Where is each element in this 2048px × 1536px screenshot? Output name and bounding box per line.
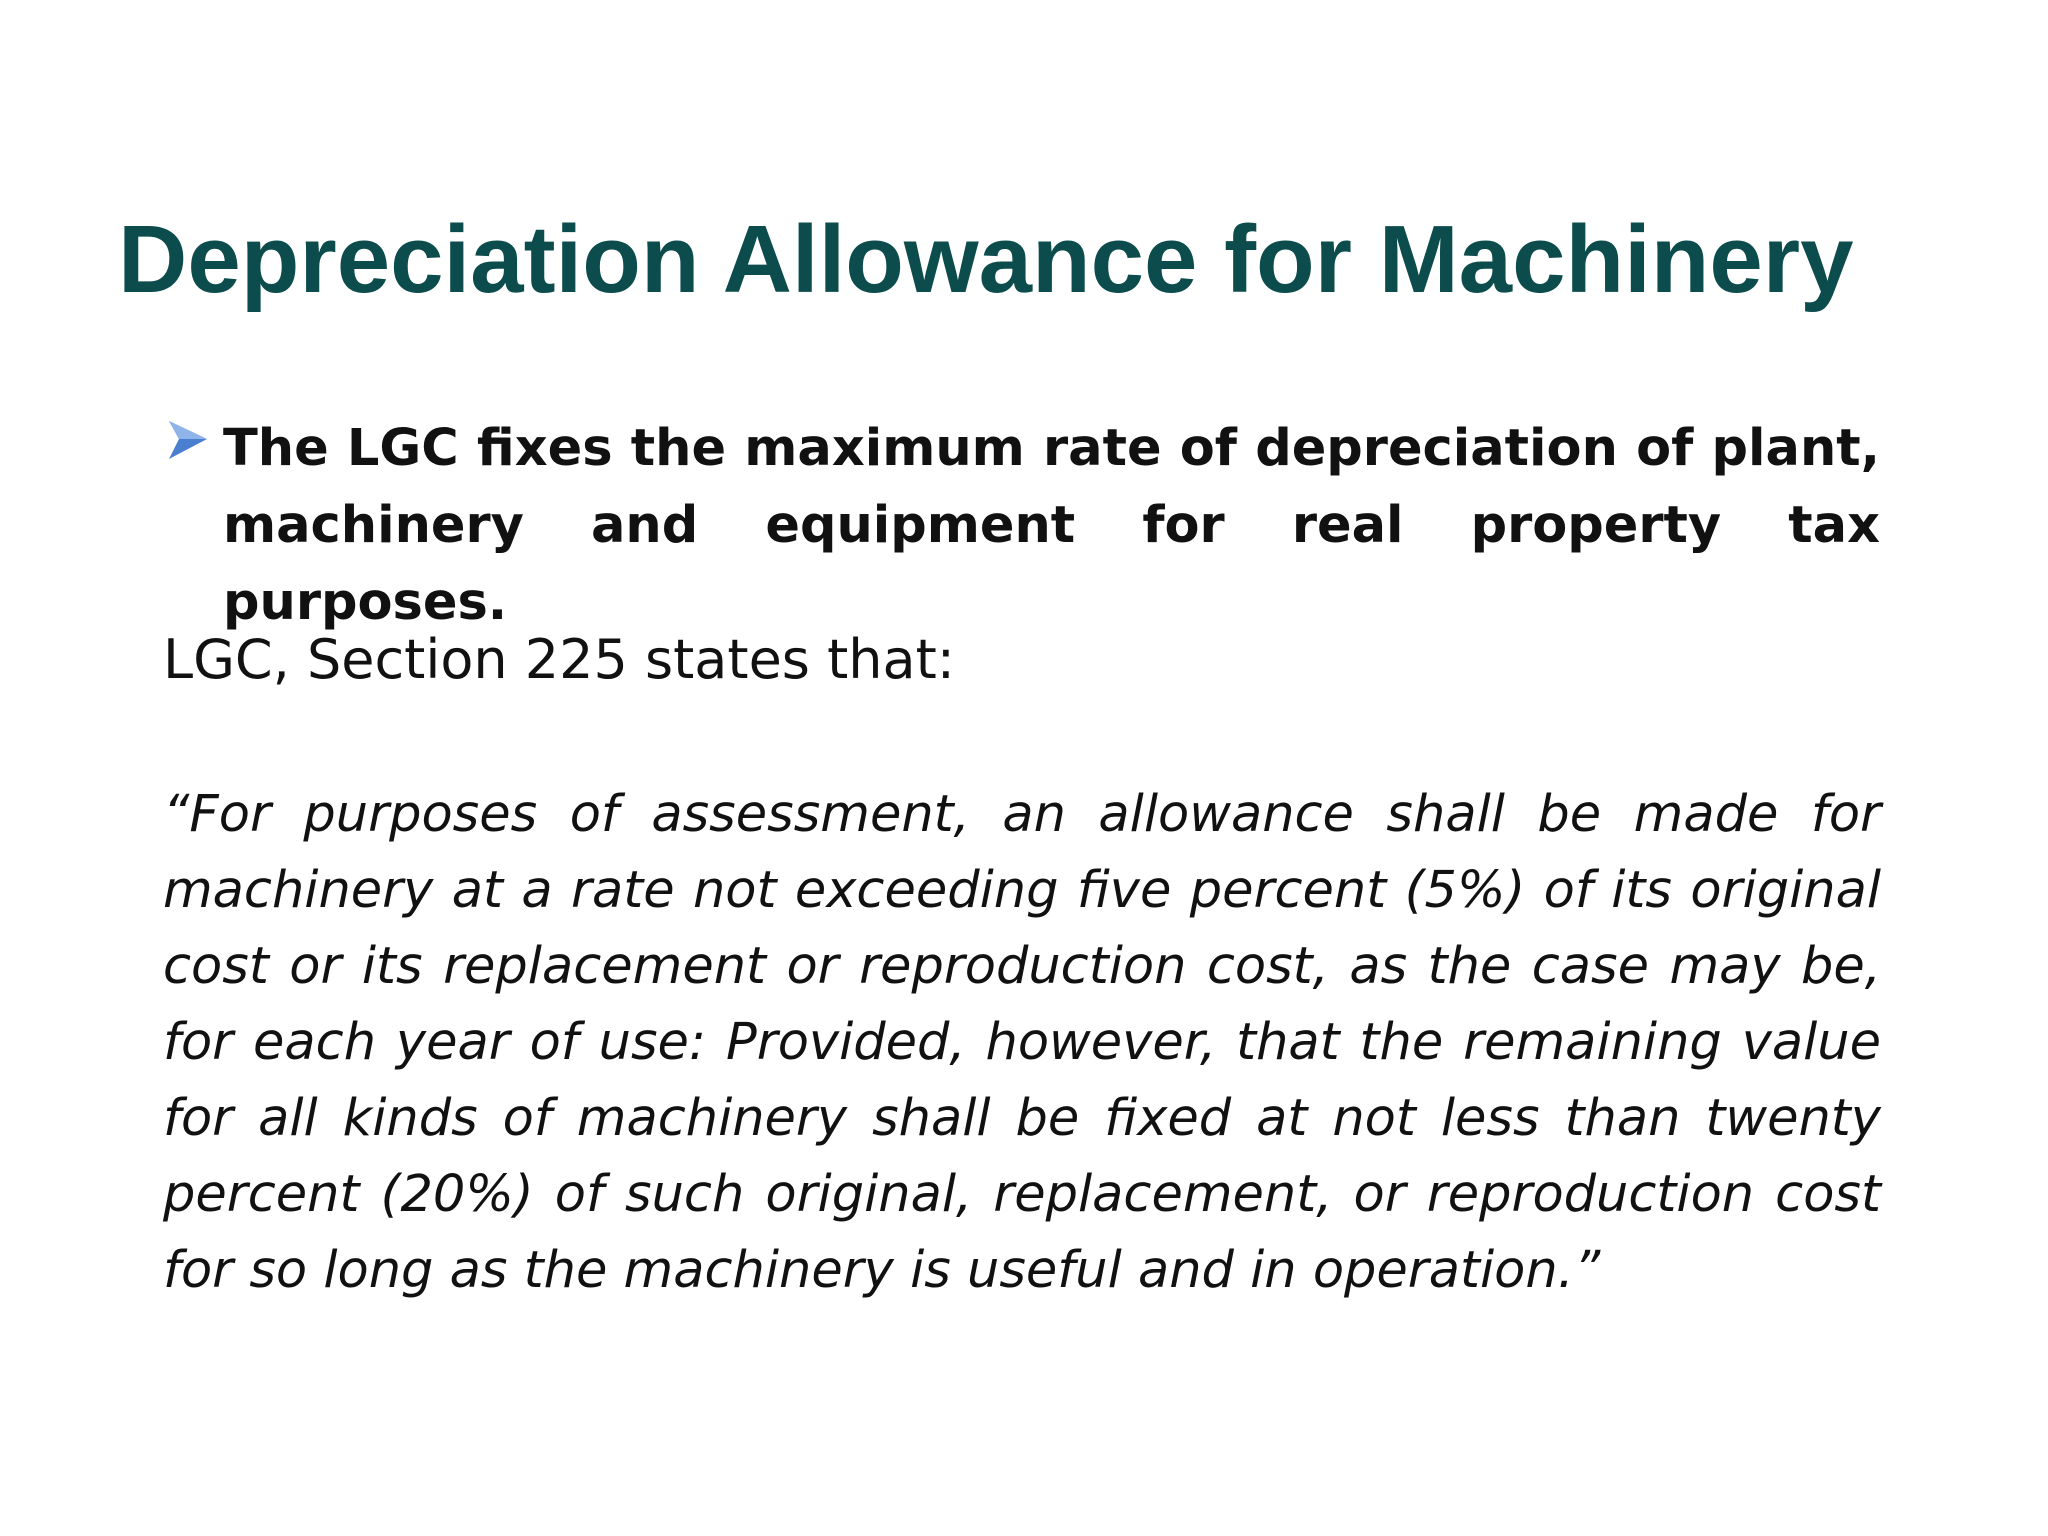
section-reference: LGC, Section 225 states that:	[163, 628, 955, 691]
bullet-text: The LGC fixes the maximum rate of depreciation of plant, machinery and equipment for real property tax purposes.	[223, 419, 1880, 632]
slide-title: Depreciation Allowance for Machinery	[118, 206, 1854, 313]
statute-quote: “For purposes of assessment, an allowance shall be made for machinery at a rate not exceeding five percent (5%) of its original cost or its replacement or reproduction cost, as the case may be, for each year of use: Provided, however, that the remaining value for all kinds of machinery shall be fixed at not less than twenty percent (20%) of such original, replacement, or reproduction cost for so long as the machinery is useful and in operation.”	[163, 785, 1881, 1300]
arrow-bullet-icon	[165, 417, 209, 461]
bullet-item	[165, 410, 1880, 641]
